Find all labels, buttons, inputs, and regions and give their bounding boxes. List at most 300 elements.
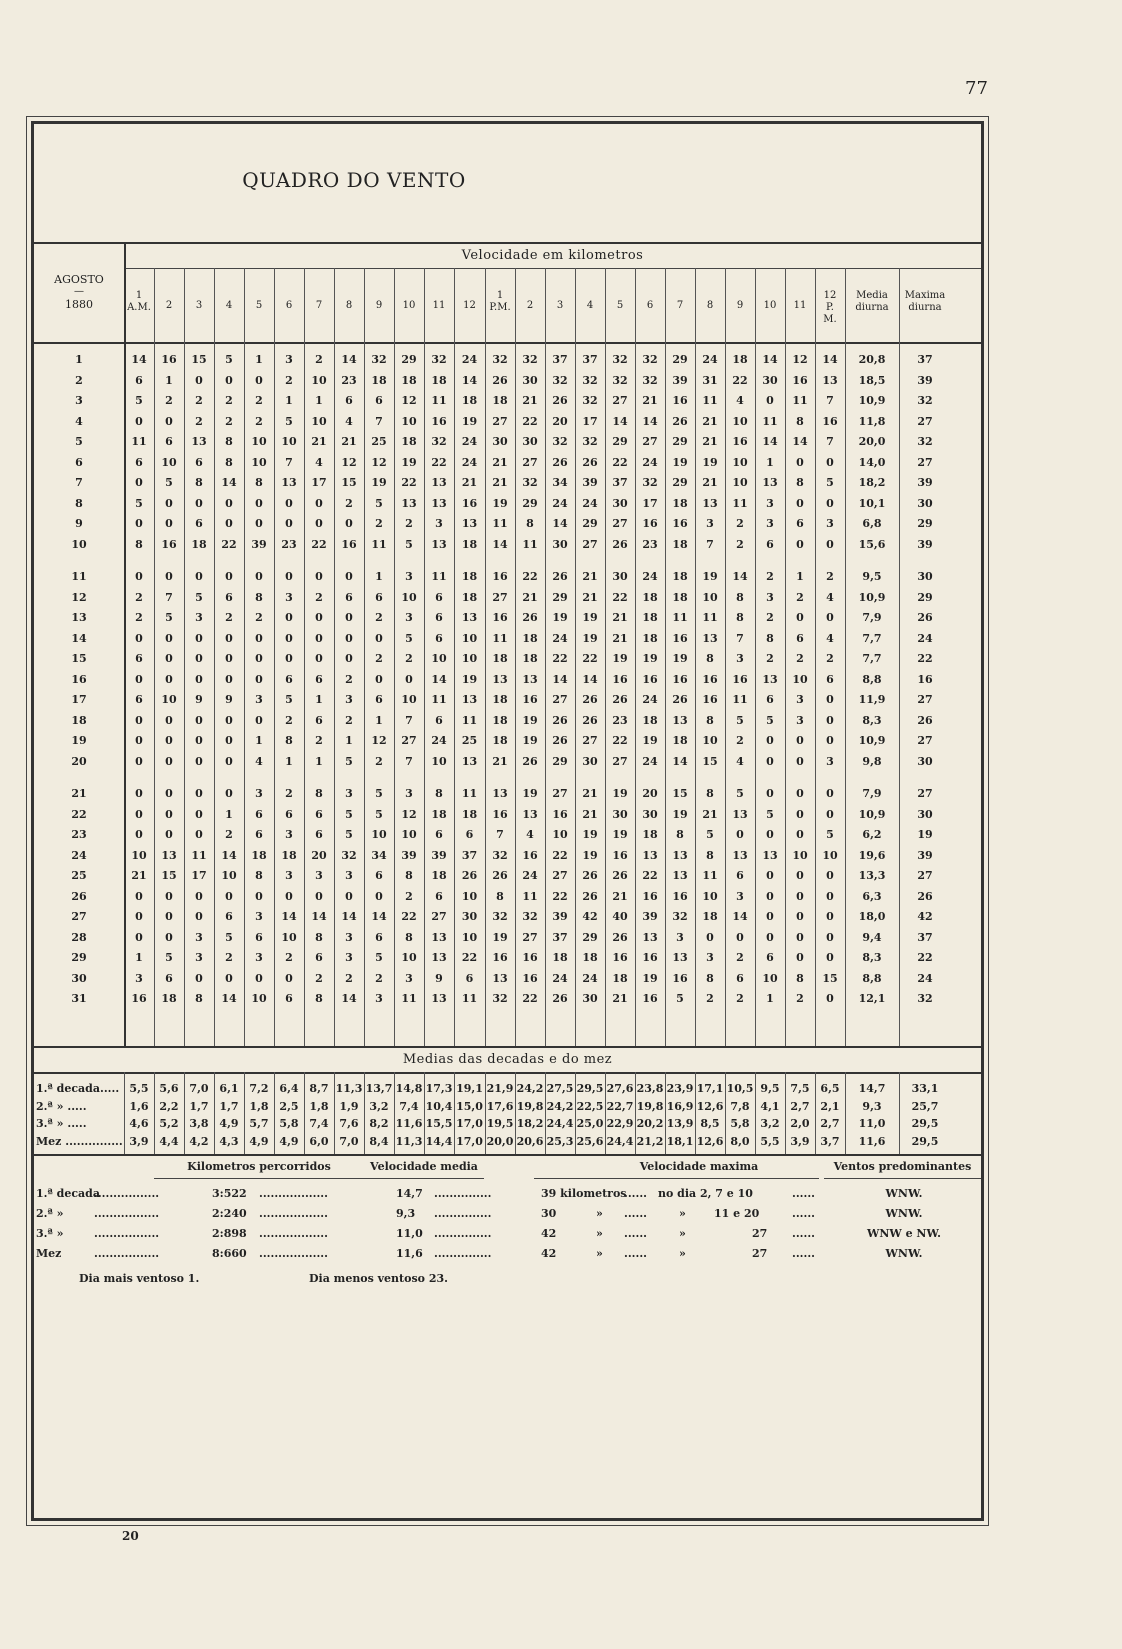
table-cell: 6 bbox=[796, 517, 804, 530]
table-cell: 13 bbox=[431, 930, 447, 944]
col-header: 4 bbox=[586, 300, 594, 311]
table-cell: 18 bbox=[672, 570, 688, 583]
table-cell: 13 bbox=[672, 713, 688, 727]
table-cell: 27 bbox=[917, 693, 933, 706]
table-cell: 32 bbox=[492, 910, 508, 923]
table-cell: 11 bbox=[792, 394, 808, 407]
table-cell: 19 bbox=[522, 787, 538, 800]
table-cell: 1 bbox=[766, 992, 774, 1005]
table-cell: 2 bbox=[315, 734, 323, 747]
table-cell: 5 bbox=[736, 713, 744, 727]
table-cell: 18,0 bbox=[858, 910, 886, 923]
table-cell: 0 bbox=[796, 828, 804, 841]
medias-cell: 19,8 bbox=[516, 1099, 544, 1113]
table-cell: 0 bbox=[255, 652, 263, 665]
table-cell: 13 bbox=[281, 476, 297, 489]
summary-header: Kilometros percorridos bbox=[187, 1160, 331, 1173]
dia: 27 bbox=[752, 1227, 768, 1240]
table-cell: 10 bbox=[792, 672, 808, 686]
footer-number: 20 bbox=[122, 1529, 139, 1543]
table-cell: 19 bbox=[582, 828, 598, 841]
summary-dots: .................. bbox=[259, 1247, 328, 1260]
table-cell: 2 bbox=[195, 394, 203, 407]
day-label: 29 bbox=[71, 951, 87, 964]
table-cell: 16 bbox=[552, 807, 568, 821]
table-cell: 0 bbox=[706, 930, 714, 944]
table-cell: 26 bbox=[582, 455, 598, 469]
column-rule bbox=[304, 1072, 305, 1154]
table-cell: 6 bbox=[135, 373, 143, 387]
medias-cell: 24,4 bbox=[546, 1117, 574, 1130]
column-rule bbox=[364, 268, 365, 1046]
table-cell: 8 bbox=[195, 476, 203, 489]
medias-cell: 14,7 bbox=[858, 1082, 886, 1095]
table-cell: 2 bbox=[345, 713, 353, 727]
table-cell: 6 bbox=[315, 951, 323, 964]
table-cell: 3 bbox=[195, 611, 203, 624]
table-cell: 32 bbox=[582, 394, 598, 407]
table-cell: 3 bbox=[706, 517, 714, 530]
table-cell: 10 bbox=[732, 455, 748, 469]
table-cell: 0 bbox=[736, 930, 744, 944]
table-cell: 0 bbox=[796, 787, 804, 800]
table-cell: 22 bbox=[552, 848, 568, 862]
table-cell: 10 bbox=[281, 930, 297, 944]
dia-menos-ventoso: Dia menos ventoso 23. bbox=[309, 1272, 448, 1285]
table-cell: 0 bbox=[796, 455, 804, 469]
table-cell: 0 bbox=[165, 713, 173, 727]
medias-cell: 8,7 bbox=[309, 1082, 329, 1095]
table-cell: 24 bbox=[582, 496, 598, 510]
table-cell: 19 bbox=[612, 787, 628, 800]
table-cell: 26 bbox=[492, 869, 508, 882]
table-cell: 39 bbox=[917, 848, 933, 862]
table-cell: 29 bbox=[917, 517, 933, 530]
medias-cell: 19,8 bbox=[636, 1099, 664, 1113]
table-cell: 2 bbox=[766, 570, 774, 583]
table-cell: 27 bbox=[917, 869, 933, 882]
medias-cell: 3,2 bbox=[760, 1117, 780, 1130]
table-cell: 30 bbox=[917, 496, 933, 510]
table-cell: 6 bbox=[375, 930, 383, 944]
table-cell: 0 bbox=[135, 517, 143, 530]
table-cell: 13 bbox=[431, 951, 447, 964]
medias-cell: 29,5 bbox=[576, 1082, 604, 1095]
table-cell: 2 bbox=[826, 652, 834, 665]
dia: no dia 2, 7 e 10 bbox=[658, 1187, 753, 1200]
table-cell: 13 bbox=[642, 848, 658, 862]
table-cell: 6 bbox=[435, 828, 443, 841]
table-cell: 18 bbox=[642, 713, 658, 727]
col-header: 6 bbox=[285, 300, 293, 311]
table-cell: 0 bbox=[225, 631, 233, 645]
table-cell: 6 bbox=[255, 828, 263, 841]
table-cell: 19 bbox=[642, 971, 658, 985]
table-cell: 18 bbox=[431, 807, 447, 821]
table-cell: 26 bbox=[582, 889, 598, 903]
day-label: 3 bbox=[75, 394, 83, 407]
day-label: 4 bbox=[75, 414, 83, 428]
day-label: 24 bbox=[71, 848, 87, 862]
table-cell: 37 bbox=[917, 930, 933, 944]
table-cell: 3 bbox=[345, 930, 353, 944]
table-cell: 14 bbox=[341, 353, 357, 366]
table-cell: 29 bbox=[582, 930, 598, 944]
table-cell: 22 bbox=[582, 652, 598, 665]
column-rule bbox=[665, 1072, 666, 1154]
table-cell: 21 bbox=[492, 754, 508, 768]
summary-dots: ...... bbox=[624, 1227, 647, 1240]
table-cell: 2 bbox=[405, 517, 413, 530]
table-cell: 0 bbox=[796, 869, 804, 882]
medias-title: Medias das decadas e do mez bbox=[402, 1052, 613, 1067]
table-cell: 19 bbox=[612, 828, 628, 841]
table-cell: 30 bbox=[522, 373, 538, 387]
table-cell: 14 bbox=[221, 992, 237, 1005]
medias-cell: 7,6 bbox=[339, 1117, 359, 1130]
table-cell: 32 bbox=[582, 373, 598, 387]
table-cell: 27 bbox=[642, 435, 658, 448]
table-cell: 27 bbox=[612, 394, 628, 407]
table-cell: 0 bbox=[165, 517, 173, 530]
table-cell: 0 bbox=[195, 672, 203, 686]
table-cell: 6 bbox=[315, 807, 323, 821]
table-cell: 16 bbox=[131, 992, 147, 1005]
table-cell: 18 bbox=[672, 734, 688, 747]
table-cell: 0 bbox=[315, 652, 323, 665]
table-cell: 25 bbox=[461, 734, 478, 747]
table-cell: 0 bbox=[285, 496, 293, 510]
table-cell: 19 bbox=[642, 734, 658, 747]
table-cell: 1 bbox=[285, 394, 293, 407]
table-cell: 0 bbox=[225, 713, 233, 727]
table-cell: 13 bbox=[702, 631, 718, 645]
column-rule bbox=[515, 1072, 516, 1154]
table-cell: 2 bbox=[345, 496, 353, 510]
medias-cell: 11,6 bbox=[858, 1134, 886, 1148]
table-cell: 18 bbox=[461, 394, 478, 407]
table-cell: 0 bbox=[796, 910, 804, 923]
table-cell: 5 bbox=[375, 951, 383, 964]
summary-header: Velocidade maxima bbox=[639, 1160, 759, 1173]
table-cell: 7 bbox=[405, 713, 413, 727]
table-cell: 14 bbox=[792, 435, 808, 448]
table-cell: 32 bbox=[431, 435, 447, 448]
medias-cell: 2,7 bbox=[790, 1099, 810, 1113]
table-cell: 8 bbox=[225, 455, 233, 469]
column-rule bbox=[605, 1072, 606, 1154]
medias-cell: 7,4 bbox=[309, 1117, 329, 1130]
medias-cell: 20,6 bbox=[516, 1134, 544, 1148]
table-cell: 18 bbox=[492, 734, 508, 747]
table-cell: 0 bbox=[796, 611, 804, 624]
table-cell: 32 bbox=[642, 373, 658, 387]
table-cell: 0 bbox=[796, 807, 804, 821]
table-cell: 4 bbox=[315, 455, 323, 469]
table-cell: 11 bbox=[702, 394, 718, 407]
table-cell: 30 bbox=[612, 807, 628, 821]
ditto-mark: » bbox=[596, 1227, 603, 1240]
table-cell: 21 bbox=[341, 435, 357, 448]
table-cell: 3 bbox=[405, 570, 413, 583]
table-cell: 13 bbox=[431, 476, 447, 489]
column-rule bbox=[605, 268, 606, 1046]
table-cell: 16 bbox=[431, 414, 447, 428]
medias-cell: 1,7 bbox=[189, 1099, 209, 1113]
table-cell: 1 bbox=[766, 455, 774, 469]
table-cell: 6 bbox=[135, 693, 143, 706]
table-cell: 11 bbox=[702, 611, 718, 624]
table-cell: 6 bbox=[135, 652, 143, 665]
summary-dots: ............... bbox=[434, 1247, 492, 1260]
table-cell: 29 bbox=[552, 754, 568, 768]
table-cell: 8 bbox=[435, 787, 443, 800]
table-cell: 26 bbox=[917, 611, 933, 624]
table-cell: 2 bbox=[736, 517, 744, 530]
table-cell: 10 bbox=[431, 754, 447, 768]
day-label: 27 bbox=[71, 910, 87, 923]
table-cell: 0 bbox=[826, 910, 834, 923]
medias-cell: 5,8 bbox=[730, 1117, 750, 1130]
table-cell: 39 bbox=[917, 476, 933, 489]
table-cell: 4 bbox=[826, 631, 834, 645]
table-cell: 14 bbox=[341, 910, 357, 923]
table-cell: 16 bbox=[612, 848, 628, 862]
table-cell: 0 bbox=[135, 476, 143, 489]
table-cell: 14 bbox=[311, 910, 327, 923]
table-cell: 16 bbox=[732, 435, 748, 448]
km-value: 8:660 bbox=[212, 1247, 247, 1260]
medias-cell: 23,9 bbox=[666, 1082, 694, 1095]
km-value: 2:898 bbox=[212, 1227, 247, 1240]
table-cell: 31 bbox=[702, 373, 718, 387]
table-cell: 0 bbox=[225, 734, 233, 747]
table-cell: 13 bbox=[672, 951, 688, 964]
table-cell: 32 bbox=[552, 373, 568, 387]
table-cell: 0 bbox=[195, 496, 203, 510]
table-cell: 3 bbox=[826, 754, 834, 768]
medias-cell: 2,1 bbox=[820, 1099, 840, 1113]
column-rule bbox=[244, 1072, 245, 1154]
medias-cell: 4,9 bbox=[219, 1117, 239, 1130]
table-cell: 8 bbox=[676, 828, 684, 841]
day-label: 2 bbox=[75, 373, 83, 387]
table-cell: 4 bbox=[255, 754, 263, 768]
table-cell: 0 bbox=[165, 930, 173, 944]
medias-cell: 7,2 bbox=[249, 1082, 269, 1095]
table-cell: 24 bbox=[642, 754, 658, 768]
table-cell: 2 bbox=[736, 734, 744, 747]
table-cell: 21 bbox=[642, 394, 658, 407]
table-cell: 3 bbox=[285, 828, 293, 841]
table-cell: 9 bbox=[195, 693, 203, 706]
table-cell: 13 bbox=[191, 435, 207, 448]
rule bbox=[824, 1178, 981, 1179]
table-cell: 10 bbox=[281, 435, 297, 448]
table-cell: 0 bbox=[796, 930, 804, 944]
table-cell: 23 bbox=[281, 537, 297, 551]
table-cell: 22 bbox=[401, 910, 417, 923]
table-cell: 6 bbox=[766, 951, 774, 964]
table-cell: 3 bbox=[736, 889, 744, 903]
table-cell: 0 bbox=[766, 394, 774, 407]
table-cell: 15 bbox=[822, 971, 838, 985]
day-label: 8 bbox=[75, 496, 83, 510]
table-cell: 20,0 bbox=[858, 435, 886, 448]
medias-cell: 6,5 bbox=[820, 1082, 840, 1095]
table-cell: 2 bbox=[285, 787, 293, 800]
table-cell: 21 bbox=[702, 476, 718, 489]
col-header: 1 P.M. bbox=[489, 290, 511, 313]
table-cell: 3 bbox=[255, 693, 263, 706]
column-rule bbox=[424, 268, 425, 1046]
table-cell: 2 bbox=[706, 992, 714, 1005]
medias-cell: 20,0 bbox=[486, 1134, 514, 1148]
table-cell: 26 bbox=[917, 713, 933, 727]
table-cell: 26 bbox=[552, 713, 568, 727]
table-cell: 0 bbox=[195, 971, 203, 985]
table-cell: 4 bbox=[736, 754, 744, 768]
table-cell: 0 bbox=[195, 828, 203, 841]
table-cell: 26 bbox=[582, 869, 598, 882]
table-cell: 27 bbox=[552, 869, 568, 882]
table-cell: 2 bbox=[345, 672, 353, 686]
table-cell: 0 bbox=[165, 672, 173, 686]
table-cell: 0 bbox=[826, 537, 834, 551]
table-cell: 2 bbox=[345, 971, 353, 985]
medias-cell: 17,0 bbox=[456, 1134, 483, 1148]
table-cell: 13 bbox=[461, 693, 478, 706]
table-cell: 2 bbox=[375, 652, 383, 665]
ditto-mark: » bbox=[679, 1247, 686, 1260]
table-cell: 15 bbox=[191, 353, 207, 366]
table-cell: 16 bbox=[672, 889, 688, 903]
table-cell: 18 bbox=[642, 590, 658, 604]
column-rule bbox=[304, 268, 305, 1046]
day-label: 22 bbox=[71, 807, 87, 821]
ditto-mark: » bbox=[679, 1227, 686, 1240]
table-cell: 18 bbox=[702, 910, 718, 923]
table-cell: 22 bbox=[461, 951, 478, 964]
table-cell: 19 bbox=[612, 652, 628, 665]
table-cell: 13 bbox=[461, 754, 478, 768]
table-cell: 6 bbox=[225, 910, 233, 923]
table-cell: 0 bbox=[135, 734, 143, 747]
table-cell: 8 bbox=[736, 590, 744, 604]
table-cell: 5 bbox=[225, 930, 233, 944]
table-cell: 23 bbox=[642, 537, 658, 551]
table-cell: 32 bbox=[431, 353, 447, 366]
column-rule bbox=[695, 1072, 696, 1154]
table-cell: 8 bbox=[706, 787, 714, 800]
table-cell: 8 bbox=[736, 611, 744, 624]
col-header: 7 bbox=[315, 300, 323, 311]
table-cell: 0 bbox=[796, 496, 804, 510]
table-cell: 13 bbox=[522, 807, 538, 821]
table-cell: 19 bbox=[582, 631, 598, 645]
table-cell: 0 bbox=[796, 734, 804, 747]
table-cell: 0 bbox=[766, 734, 774, 747]
medias-cell: 3,9 bbox=[790, 1134, 810, 1148]
table-cell: 0 bbox=[345, 652, 353, 665]
table-cell: 18 bbox=[642, 611, 658, 624]
table-cell: 0 bbox=[766, 869, 774, 882]
medias-cell: 4,2 bbox=[189, 1134, 209, 1148]
table-cell: 24 bbox=[552, 496, 568, 510]
column-rule bbox=[815, 268, 816, 1046]
day-label: 20 bbox=[71, 754, 87, 768]
medias-cell: 19,5 bbox=[486, 1117, 514, 1130]
table-cell: 5 bbox=[135, 496, 143, 510]
table-cell: 32 bbox=[642, 476, 658, 489]
table-cell: 0 bbox=[195, 734, 203, 747]
table-cell: 30 bbox=[762, 373, 778, 387]
col-header: 11 bbox=[793, 300, 807, 311]
table-cell: 5 bbox=[405, 631, 413, 645]
table-cell: 39 bbox=[917, 537, 933, 551]
table-cell: 19 bbox=[492, 496, 508, 510]
table-cell: 0 bbox=[225, 787, 233, 800]
col-header: 6 bbox=[646, 300, 654, 311]
table-cell: 23 bbox=[341, 373, 357, 387]
table-cell: 7 bbox=[736, 631, 744, 645]
table-cell: 2 bbox=[135, 590, 143, 604]
table-cell: 26 bbox=[522, 754, 538, 768]
medias-row-label: Mez ............... bbox=[36, 1134, 123, 1148]
table-cell: 8 bbox=[796, 476, 804, 489]
table-cell: 27 bbox=[582, 734, 598, 747]
table-cell: 2 bbox=[375, 971, 383, 985]
table-cell: 10 bbox=[131, 848, 147, 862]
table-cell: 20,8 bbox=[858, 353, 886, 366]
medias-cell: 1,8 bbox=[249, 1099, 269, 1113]
velocidade-media: 11,6 bbox=[396, 1247, 423, 1260]
medias-cell: 3,8 bbox=[189, 1117, 209, 1130]
table-cell: 24 bbox=[552, 631, 568, 645]
medias-cell: 17,3 bbox=[425, 1082, 453, 1095]
table-cell: 18 bbox=[401, 373, 417, 387]
table-cell: 7 bbox=[706, 537, 714, 551]
day-label: 21 bbox=[71, 787, 87, 800]
table-cell: 15 bbox=[672, 787, 688, 800]
table-cell: 15,6 bbox=[858, 537, 886, 551]
table-cell: 3 bbox=[435, 517, 443, 530]
table-cell: 19 bbox=[642, 652, 658, 665]
table-cell: 0 bbox=[766, 828, 774, 841]
table-cell: 8 bbox=[255, 476, 263, 489]
table-cell: 21 bbox=[702, 414, 718, 428]
table-cell: 13 bbox=[161, 848, 177, 862]
table-cell: 11 bbox=[401, 992, 417, 1005]
table-cell: 13 bbox=[431, 537, 447, 551]
table-cell: 11 bbox=[461, 713, 478, 727]
medias-cell: 7,0 bbox=[189, 1082, 209, 1095]
table-cell: 3 bbox=[135, 971, 143, 985]
column-rule bbox=[274, 1072, 275, 1154]
table-cell: 22 bbox=[401, 476, 417, 489]
table-cell: 0 bbox=[375, 672, 383, 686]
table-cell: 19 bbox=[492, 930, 508, 944]
table-cell: 1 bbox=[255, 353, 263, 366]
table-cell: 6 bbox=[766, 537, 774, 551]
table-cell: 39 bbox=[917, 373, 933, 387]
medias-cell: 21,2 bbox=[636, 1134, 664, 1148]
summary-dots: .................. bbox=[259, 1187, 328, 1200]
table-cell: 22 bbox=[917, 951, 933, 964]
table-cell: 32 bbox=[582, 435, 598, 448]
table-cell: 37 bbox=[582, 353, 598, 366]
table-cell: 10 bbox=[401, 590, 417, 604]
